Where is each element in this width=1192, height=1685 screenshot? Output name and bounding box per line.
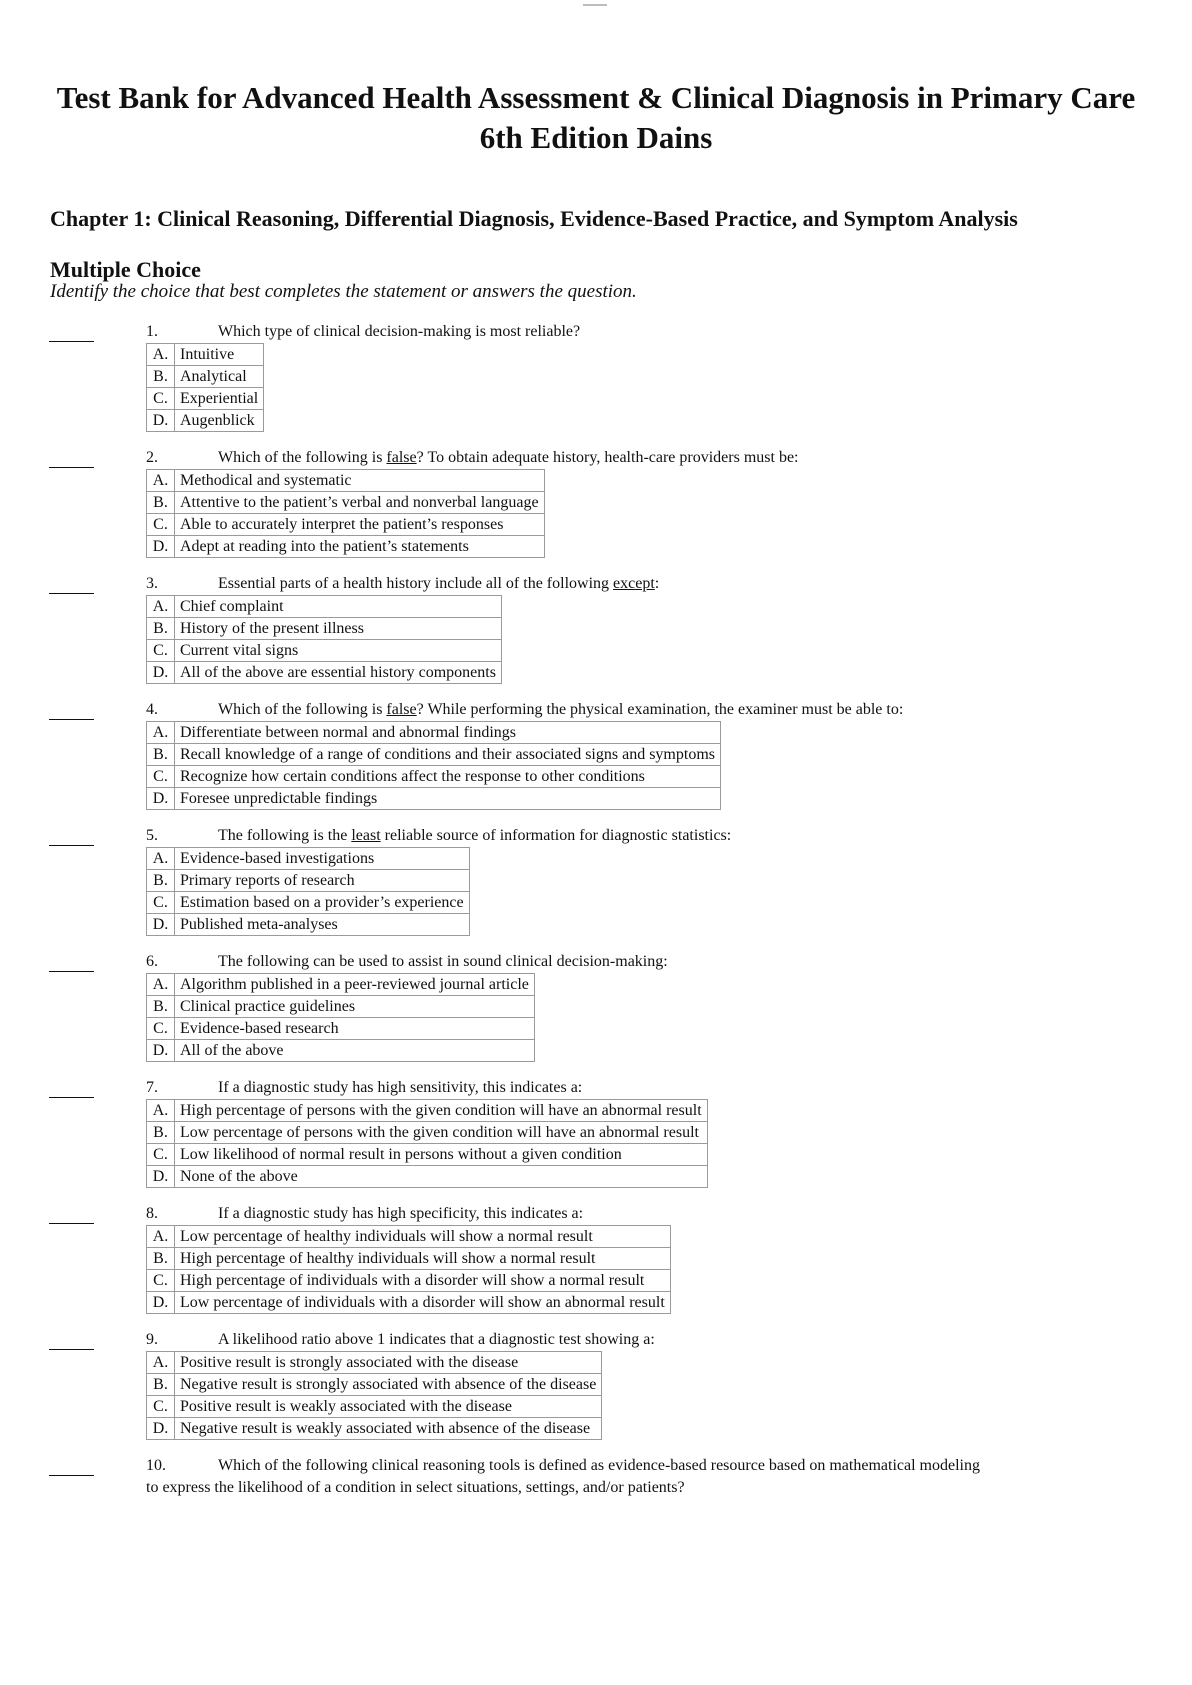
question-text-after: : bbox=[654, 575, 660, 592]
title-line-2: 6th Edition Dains bbox=[479, 120, 713, 155]
choice-text: Low percentage of individuals with a disorder will show an abnormal result bbox=[175, 1292, 671, 1314]
choice-text: Evidence-based research bbox=[175, 1018, 535, 1040]
question-number: 5. bbox=[146, 827, 158, 844]
choice-row[interactable] bbox=[147, 1122, 708, 1144]
section-heading: Multiple Choice bbox=[50, 257, 201, 282]
choice-text: High percentage of persons with the given condition will have an abnormal result bbox=[175, 1100, 708, 1122]
choice-text: Published meta-analyses bbox=[175, 914, 470, 936]
choice-text: Recall knowledge of a range of conditions and their associated signs and symptoms bbox=[175, 744, 721, 766]
choice-text: Negative result is strongly associated with absence of the disease bbox=[175, 1374, 602, 1396]
choice-row[interactable] bbox=[147, 536, 545, 558]
choice-text: Current vital signs bbox=[175, 640, 502, 662]
choice-letter: B. bbox=[147, 1374, 175, 1396]
question-text: The following can be used to assist in sound clinical decision-making: bbox=[218, 953, 668, 970]
question-number: 6. bbox=[146, 953, 158, 970]
choice-table bbox=[146, 973, 535, 1062]
choice-row[interactable] bbox=[147, 596, 502, 618]
choice-letter: D. bbox=[147, 536, 175, 558]
choice-table bbox=[146, 1099, 708, 1188]
choice-row[interactable] bbox=[147, 848, 470, 870]
choice-text: Algorithm published in a peer-reviewed journal article bbox=[175, 974, 535, 996]
question-text: If a diagnostic study has high sensitivity, this indicates a: bbox=[218, 1079, 583, 1096]
choice-letter: B. bbox=[147, 618, 175, 640]
choice-text: Adept at reading into the patient’s statements bbox=[175, 536, 545, 558]
choice-letter: C. bbox=[147, 1270, 175, 1292]
choice-row[interactable] bbox=[147, 618, 502, 640]
question-number: 2. bbox=[146, 449, 158, 466]
choice-letter: B. bbox=[147, 996, 175, 1018]
choice-row[interactable] bbox=[147, 1270, 671, 1292]
document-title bbox=[20, 78, 1172, 158]
page-top-mark bbox=[583, 4, 607, 6]
choice-letter: C. bbox=[147, 388, 175, 410]
question-text-continued: to express the likelihood of a condition in select situations, settings, and/or patients? bbox=[146, 1479, 685, 1496]
choice-row[interactable] bbox=[147, 788, 721, 810]
choice-text: Analytical bbox=[175, 366, 264, 388]
choice-text: Methodical and systematic bbox=[175, 470, 545, 492]
answer-blank[interactable] bbox=[49, 1223, 94, 1224]
choice-text: Intuitive bbox=[175, 344, 264, 366]
choice-text: Attentive to the patient’s verbal and nonverbal language bbox=[175, 492, 545, 514]
choice-row[interactable] bbox=[147, 1166, 708, 1188]
choice-row[interactable] bbox=[147, 1144, 708, 1166]
choice-letter: B. bbox=[147, 1248, 175, 1270]
choice-row[interactable] bbox=[147, 1100, 708, 1122]
question-number: 7. bbox=[146, 1079, 158, 1096]
choice-letter: C. bbox=[147, 892, 175, 914]
choice-row[interactable] bbox=[147, 640, 502, 662]
question-number: 8. bbox=[146, 1205, 158, 1222]
choice-table bbox=[146, 721, 721, 810]
choice-letter: D. bbox=[147, 662, 175, 684]
choice-row[interactable] bbox=[147, 1292, 671, 1314]
chapter-heading: Chapter 1: Clinical Reasoning, Differential Diagnosis, Evidence-Based Practice, and Symptom Analysis bbox=[50, 206, 1018, 231]
choice-text: All of the above are essential history components bbox=[175, 662, 502, 684]
title-line-1: Test Bank for Advanced Health Assessment & Clinical Diagnosis in Primary Care bbox=[56, 80, 1136, 115]
choice-letter: A. bbox=[147, 974, 175, 996]
choice-letter: C. bbox=[147, 514, 175, 536]
question-text: Which of the following clinical reasoning tools is defined as evidence-based resource based on mathematical modeling bbox=[218, 1457, 980, 1474]
question-emphasis: except bbox=[613, 575, 655, 592]
choice-text: Able to accurately interpret the patient’s responses bbox=[175, 514, 545, 536]
choice-row[interactable] bbox=[147, 892, 470, 914]
choice-table bbox=[146, 469, 545, 558]
choice-row[interactable] bbox=[147, 744, 721, 766]
choice-table bbox=[146, 1351, 602, 1440]
choice-letter: B. bbox=[147, 744, 175, 766]
question-text-after: ? To obtain adequate history, health-care providers must be: bbox=[416, 449, 799, 466]
choice-row[interactable] bbox=[147, 974, 535, 996]
choice-letter: B. bbox=[147, 1122, 175, 1144]
choice-text: Low percentage of healthy individuals will show a normal result bbox=[175, 1226, 671, 1248]
question-number: 10. bbox=[146, 1457, 166, 1474]
question-emphasis: least bbox=[351, 827, 381, 844]
choice-row[interactable] bbox=[147, 1374, 602, 1396]
question-number: 1. bbox=[146, 323, 158, 340]
choice-letter: A. bbox=[147, 1226, 175, 1248]
choice-letter: A. bbox=[147, 596, 175, 618]
choice-letter: D. bbox=[147, 788, 175, 810]
question-text-before: Which of the following is bbox=[218, 701, 387, 718]
question-text-before: Which of the following is bbox=[218, 449, 387, 466]
choice-letter: C. bbox=[147, 1144, 175, 1166]
question-text: A likelihood ratio above 1 indicates that a diagnostic test showing a: bbox=[218, 1331, 655, 1348]
choice-text: Positive result is strongly associated with the disease bbox=[175, 1352, 602, 1374]
choice-row[interactable] bbox=[147, 344, 264, 366]
choice-text: Clinical practice guidelines bbox=[175, 996, 535, 1018]
choice-letter: A. bbox=[147, 848, 175, 870]
choice-letter: D. bbox=[147, 410, 175, 432]
choice-letter: A. bbox=[147, 470, 175, 492]
choice-row[interactable] bbox=[147, 914, 470, 936]
choice-row[interactable] bbox=[147, 722, 721, 744]
choice-row[interactable] bbox=[147, 388, 264, 410]
answer-blank[interactable] bbox=[49, 593, 94, 594]
choice-text: None of the above bbox=[175, 1166, 708, 1188]
choice-text: Augenblick bbox=[175, 410, 264, 432]
choice-letter: A. bbox=[147, 1100, 175, 1122]
choice-letter: D. bbox=[147, 1292, 175, 1314]
question-text bbox=[218, 448, 799, 468]
choice-letter: D. bbox=[147, 1418, 175, 1440]
choice-text: High percentage of individuals with a disorder will show a normal result bbox=[175, 1270, 671, 1292]
question-text-after: reliable source of information for diagnostic statistics: bbox=[380, 827, 732, 844]
choice-table bbox=[146, 343, 264, 432]
choice-letter: A. bbox=[147, 722, 175, 744]
question-emphasis: false bbox=[386, 701, 417, 718]
choice-text: Estimation based on a provider’s experience bbox=[175, 892, 470, 914]
choice-row[interactable] bbox=[147, 870, 470, 892]
choice-row[interactable] bbox=[147, 1396, 602, 1418]
choice-text: Recognize how certain conditions affect the response to other conditions bbox=[175, 766, 721, 788]
choice-row[interactable] bbox=[147, 514, 545, 536]
choice-text: High percentage of healthy individuals will show a normal result bbox=[175, 1248, 671, 1270]
choice-table bbox=[146, 847, 470, 936]
choice-text: Low likelihood of normal result in persons without a given condition bbox=[175, 1144, 708, 1166]
answer-blank[interactable] bbox=[49, 719, 94, 720]
question-number: 4. bbox=[146, 701, 158, 718]
choice-text: Foresee unpredictable findings bbox=[175, 788, 721, 810]
choice-row[interactable] bbox=[147, 1040, 535, 1062]
instructions-text: Identify the choice that best completes the statement or answers the question. bbox=[50, 281, 637, 302]
choice-text: Evidence-based investigations bbox=[175, 848, 470, 870]
choice-text: Experiential bbox=[175, 388, 264, 410]
question-text-before: Essential parts of a health history include all of the following bbox=[218, 575, 614, 592]
choice-row[interactable] bbox=[147, 662, 502, 684]
choice-row[interactable] bbox=[147, 1018, 535, 1040]
question-number: 9. bbox=[146, 1331, 158, 1348]
answer-blank[interactable] bbox=[49, 1349, 94, 1350]
question-text-before: The following is the bbox=[218, 827, 352, 844]
choice-letter: B. bbox=[147, 366, 175, 388]
choice-text: Positive result is weakly associated with the disease bbox=[175, 1396, 602, 1418]
answer-blank[interactable] bbox=[49, 341, 94, 342]
choice-row[interactable] bbox=[147, 1352, 602, 1374]
question-text bbox=[218, 700, 903, 720]
choice-table bbox=[146, 1225, 671, 1314]
question-text bbox=[218, 574, 659, 594]
answer-blank[interactable] bbox=[49, 1475, 94, 1476]
question-text bbox=[218, 826, 731, 846]
choice-letter: C. bbox=[147, 1396, 175, 1418]
choice-letter: D. bbox=[147, 1040, 175, 1062]
choice-letter: D. bbox=[147, 1166, 175, 1188]
choice-row[interactable] bbox=[147, 1418, 602, 1440]
choice-letter: C. bbox=[147, 640, 175, 662]
answer-blank[interactable] bbox=[49, 467, 94, 468]
choice-row[interactable] bbox=[147, 1248, 671, 1270]
choice-row[interactable] bbox=[147, 996, 535, 1018]
choice-row[interactable] bbox=[147, 366, 264, 388]
choice-letter: A. bbox=[147, 344, 175, 366]
choice-text: Primary reports of research bbox=[175, 870, 470, 892]
answer-blank[interactable] bbox=[49, 971, 94, 972]
choice-row[interactable] bbox=[147, 766, 721, 788]
choice-text: History of the present illness bbox=[175, 618, 502, 640]
choice-row[interactable] bbox=[147, 470, 545, 492]
choice-text: Negative result is weakly associated with absence of the disease bbox=[175, 1418, 602, 1440]
choice-text: Differentiate between normal and abnormal findings bbox=[175, 722, 721, 744]
choice-row[interactable] bbox=[147, 492, 545, 514]
choice-letter: C. bbox=[147, 766, 175, 788]
question-emphasis: false bbox=[386, 449, 417, 466]
choice-letter: B. bbox=[147, 870, 175, 892]
choice-letter: C. bbox=[147, 1018, 175, 1040]
question-text-after: ? While performing the physical examination, the examiner must be able to: bbox=[416, 701, 904, 718]
question-number: 3. bbox=[146, 575, 158, 592]
choice-row[interactable] bbox=[147, 410, 264, 432]
choice-letter: D. bbox=[147, 914, 175, 936]
choice-text: Chief complaint bbox=[175, 596, 502, 618]
choice-row[interactable] bbox=[147, 1226, 671, 1248]
answer-blank[interactable] bbox=[49, 845, 94, 846]
question-text: Which type of clinical decision-making is most reliable? bbox=[218, 323, 581, 340]
choice-table bbox=[146, 595, 502, 684]
choice-letter: A. bbox=[147, 1352, 175, 1374]
choice-letter: B. bbox=[147, 492, 175, 514]
answer-blank[interactable] bbox=[49, 1097, 94, 1098]
question-text: If a diagnostic study has high specificity, this indicates a: bbox=[218, 1205, 584, 1222]
choice-text: Low percentage of persons with the given condition will have an abnormal result bbox=[175, 1122, 708, 1144]
choice-text: All of the above bbox=[175, 1040, 535, 1062]
